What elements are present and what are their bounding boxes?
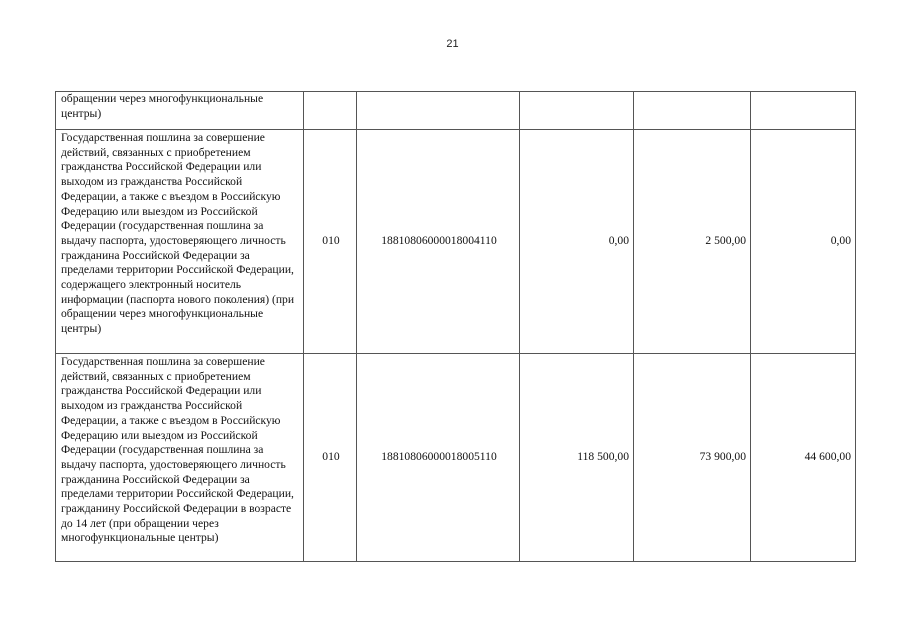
value-cell-1 — [520, 92, 634, 130]
description-cell: Государственная пошлина за совершение действий, связанных с приобретением гражданства Российской Федерации или выходом из гражданства Российской Федерации, а также с въездом в Российскую Федерацию или выездом из Российской Федерации (государственная пошлина за выдачу паспорта, удостоверяющего личность гражданина Российской Федерации за пределами территории Российской Федерации, содержащего электронный носитель информации (паспорта нового поколения) (при обращении через многофункциональные центры) — [56, 130, 304, 354]
kbk-cell — [357, 92, 520, 130]
code-cell: 010 — [304, 130, 357, 354]
value-cell-2: 2 500,00 — [634, 130, 751, 354]
description-cell: Государственная пошлина за совершение действий, связанных с приобретением гражданства Российской Федерации или выходом из гражданства Российской Федерации, а также с въездом в Российскую Федерацию или выездом из Российской Федерации (государственная пошлина за выдачу паспорта, удостоверяющего личность гражданина Российской Федерации за пределами территории Российской Федерации, гражданину Российской Федерации в возрасте до 14 лет (при обращении через многофункциональные центры) — [56, 354, 304, 562]
table-row — [56, 92, 856, 130]
value-cell-1: 0,00 — [520, 130, 634, 354]
value-cell-3: 0,00 — [751, 130, 856, 354]
value-cell-3: 44 600,00 — [751, 354, 856, 562]
page-number: 21 — [446, 38, 459, 50]
revenue-table — [55, 91, 856, 562]
kbk-cell: 18810806000018005110 — [357, 354, 520, 562]
code-cell — [304, 92, 357, 130]
table-row — [56, 354, 856, 562]
value-cell-2 — [634, 92, 751, 130]
description-cell: обращении через многофункциональные центры) — [56, 92, 304, 130]
table-row — [56, 130, 856, 354]
value-cell-3 — [751, 92, 856, 130]
kbk-cell: 18810806000018004110 — [357, 130, 520, 354]
value-cell-2: 73 900,00 — [634, 354, 751, 562]
code-cell: 010 — [304, 354, 357, 562]
value-cell-1: 118 500,00 — [520, 354, 634, 562]
